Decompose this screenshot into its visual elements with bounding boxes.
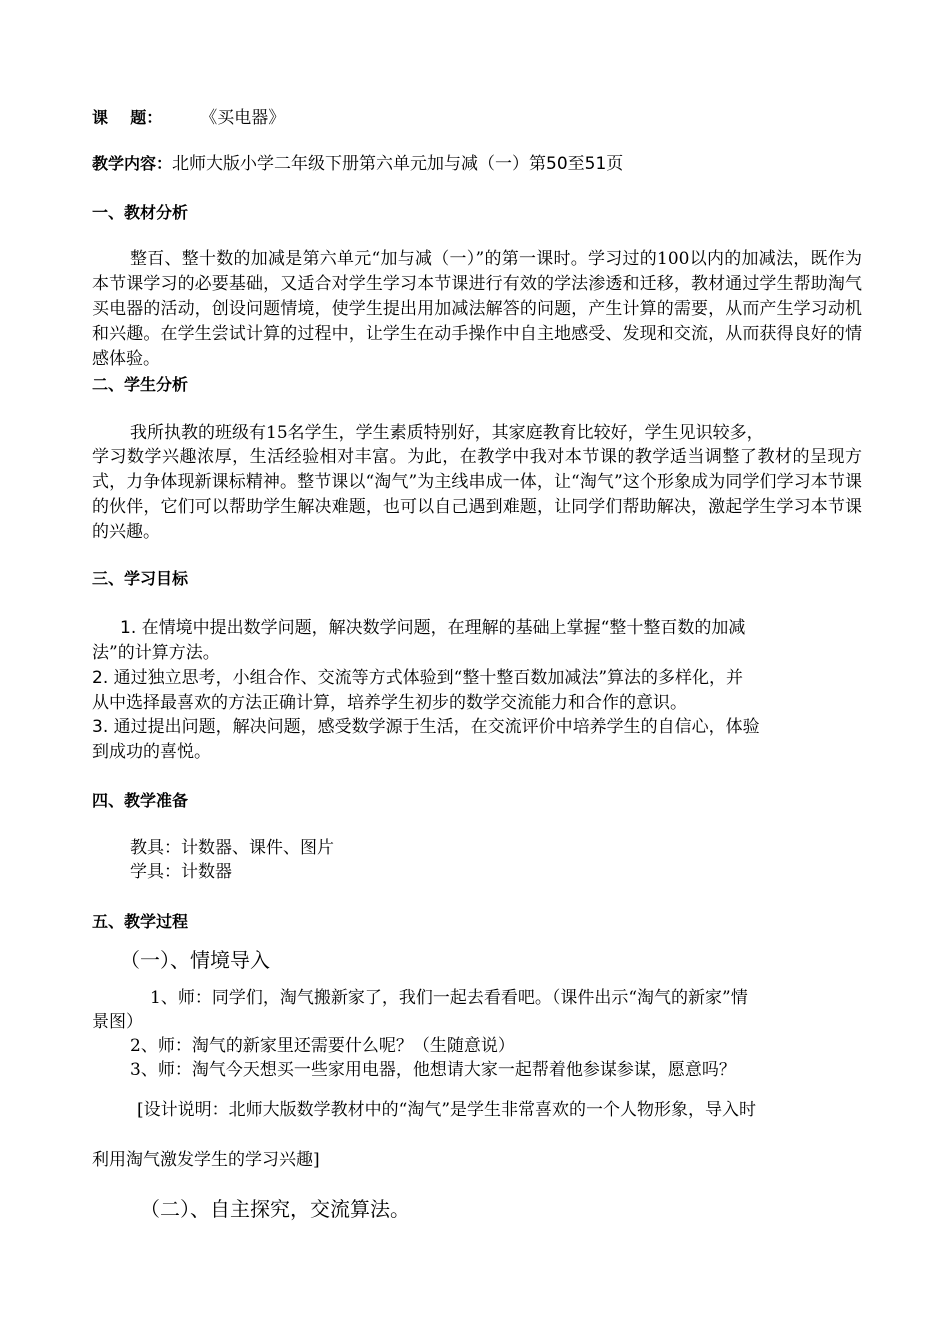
part-2-title: （二）、自主探究，交流算法。 <box>140 1197 410 1221</box>
goal-2-text: 通过独立思考，小组合作、交流等方式体验到“整十整百数加减法”算法的多样化，并 <box>113 668 744 688</box>
material-analysis-paragraph: 整百、整十数的加减是第六单元“加与减（一）”的第一课时。学习过的100以内的加减法，既作为本节课学习的必要基础，又适合对学生学习本节课进行有效的学法渗透和迁移，教材通过学生帮助淘气买电器的活动，创设问题情境，使学生提出用加减法解答的问题，产生计算的需要，从而产生学习动机和兴趣。在学生尝试计算的过程中，让学生在动手操作中自主地感受、发现和交流，从而获得良好的情感体验。 <box>92 249 862 369</box>
part-1-title: （一）、情境导入 <box>120 948 270 972</box>
topic-label: 课 题： <box>92 108 163 127</box>
student-analysis-paragraph: 学习数学兴趣浓厚，生活经验相对丰富。为此，在教学中我对本节课的教学适当调整了教材的呈现方式，力争体现新课标精神。整节课以“淘气”为主线串成一体，让“淘气”这个形象成为同学们学习本节课的伙伴，它们可以帮助学生解决难题，也可以自己遇到难题，让同学们帮助解决，激起学生学习本节课的兴趣。 <box>92 447 862 542</box>
student-tools: 学具：计数器 <box>130 862 232 882</box>
content-value: 北师大版小学二年级下册第六单元加与减（一）第 <box>172 154 547 174</box>
design-note-line1: [设计说明：北师大版数学教材中的“淘气”是学生非常喜欢的一个人物形象，导入时 <box>137 1100 757 1120</box>
content-line <box>92 152 623 176</box>
goal-3-line2: 到成功的喜悦。 <box>92 742 211 762</box>
goal-2-number: 2. <box>92 668 109 688</box>
goal-2-line1 <box>92 666 743 690</box>
step-1-line2: 景图） <box>92 1012 143 1032</box>
section-heading-material: 一、教材分析 <box>92 203 189 222</box>
content-label: 教学内容： <box>92 154 173 173</box>
topic-value: 《买电器》 <box>200 108 286 128</box>
section-heading-preparation: 四、教学准备 <box>92 791 189 810</box>
goal-3-line1 <box>92 715 760 739</box>
step-1-line1: 1、师：同学们，淘气搬新家了，我们一起去看看吧。（课件出示“淘气的新家”情 <box>150 988 748 1008</box>
section-heading-goals: 三、学习目标 <box>92 569 189 588</box>
goal-1-text: 在情境中提出数学问题，解决数学问题，在理解的基础上掌握“整十整百数的加减 <box>141 618 746 638</box>
student-analysis-line1: 我所执教的班级有15名学生，学生素质特别好，其家庭教育比较好，学生见识较多， <box>130 423 764 443</box>
step-3: 3、师：淘气今天想买一些家用电器，他想请大家一起帮着他参谋参谋，愿意吗？ <box>130 1060 736 1080</box>
goal-3-number: 3. <box>92 717 109 737</box>
content-mid: 至 <box>567 154 585 174</box>
goal-1-line1 <box>120 616 745 640</box>
goal-2-line2: 从中选择最喜欢的方法正确计算，培养学生初步的数学交流能力和合作的意识。 <box>92 693 687 713</box>
teacher-tools: 教具：计数器、课件、图片 <box>130 838 334 858</box>
content-page-from: 50 <box>546 154 568 174</box>
section-heading-students: 二、学生分析 <box>92 375 189 394</box>
topic-line <box>92 106 285 130</box>
goal-3-text: 通过提出问题，解决问题，感受数学源于生活，在交流评价中培养学生的自信心，体验 <box>113 717 760 737</box>
content-page-to: 51 <box>584 154 607 174</box>
section-heading-process: 五、教学过程 <box>92 912 189 931</box>
step-2: 2、师：淘气的新家里还需要什么呢？（生随意说） <box>130 1036 515 1056</box>
goal-1-number: 1. <box>120 618 137 638</box>
content-post: 页 <box>606 154 624 174</box>
goal-1-line2: 法”的计算方法。 <box>92 643 220 663</box>
design-note-line2: 利用淘气激发学生的学习兴趣] <box>92 1150 320 1170</box>
